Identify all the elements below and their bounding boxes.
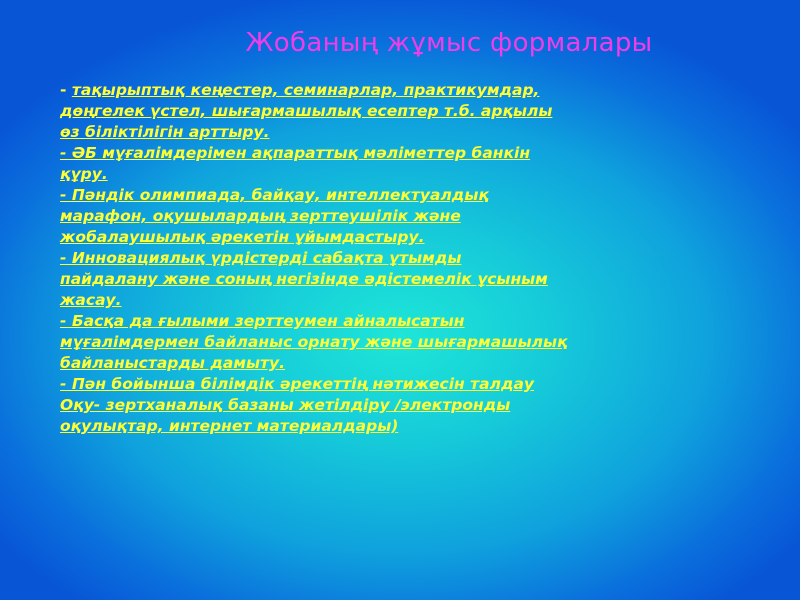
text-line	[60, 248, 720, 269]
line-text: - Пәндік олимпиада, байқау, интеллектуалдық	[60, 186, 489, 204]
text-line	[60, 332, 720, 353]
text-line	[60, 185, 720, 206]
line-text: - ӘБ мұғалімдерімен ақпараттық мәліметтер банкін	[60, 144, 531, 162]
line-text: пайдалану және соның негізінде әдістемелік ұсыным	[60, 270, 548, 288]
text-line	[60, 164, 720, 185]
text-line	[60, 206, 720, 227]
line-text: тақырыптық кеңестер, семинарлар, практикумдар,	[71, 81, 540, 99]
content-list	[60, 80, 720, 437]
text-line	[60, 416, 720, 437]
text-line	[60, 269, 720, 290]
line-text: Оқу- зертханалық базаны жетілдіру /электронды	[60, 396, 511, 414]
line-text: - Басқа да ғылыми зерттеумен айналысатын	[60, 312, 465, 330]
text-line	[60, 353, 720, 374]
line-text: оқулықтар, интернет материалдары)	[60, 417, 399, 435]
line-text: өз біліктілігін арттыру.	[60, 123, 270, 141]
text-line	[60, 374, 720, 395]
text-line	[60, 311, 720, 332]
line-text: жобалаушылық әрекетін ұйымдастыру.	[60, 228, 425, 246]
text-line	[60, 122, 720, 143]
line-text: - Пән бойынша білімдік әрекеттің нәтижесін талдау	[60, 375, 535, 393]
text-line	[60, 80, 720, 101]
text-line	[60, 290, 720, 311]
slide-title: Жобаның жұмыс формалары	[245, 28, 653, 58]
line-text: дөңгелек үстел, шығармашылық есептер т.б. арқылы	[60, 102, 553, 120]
text-line	[60, 395, 720, 416]
line-text: жасау.	[60, 291, 122, 309]
text-line	[60, 143, 720, 164]
line-text: мұғалімдермен байланыс орнату және шығармашылық	[60, 333, 568, 351]
line-text: құру.	[60, 165, 108, 183]
text-line	[60, 227, 720, 248]
text-line	[60, 101, 720, 122]
line-text: байланыстарды дамыту.	[60, 354, 285, 372]
line-text: - Инновациялық үрдістерді сабақта ұтымды	[60, 249, 462, 267]
line-dash: -	[60, 81, 72, 99]
line-text: марафон, оқушылардың зерттеушілік және	[60, 207, 461, 225]
